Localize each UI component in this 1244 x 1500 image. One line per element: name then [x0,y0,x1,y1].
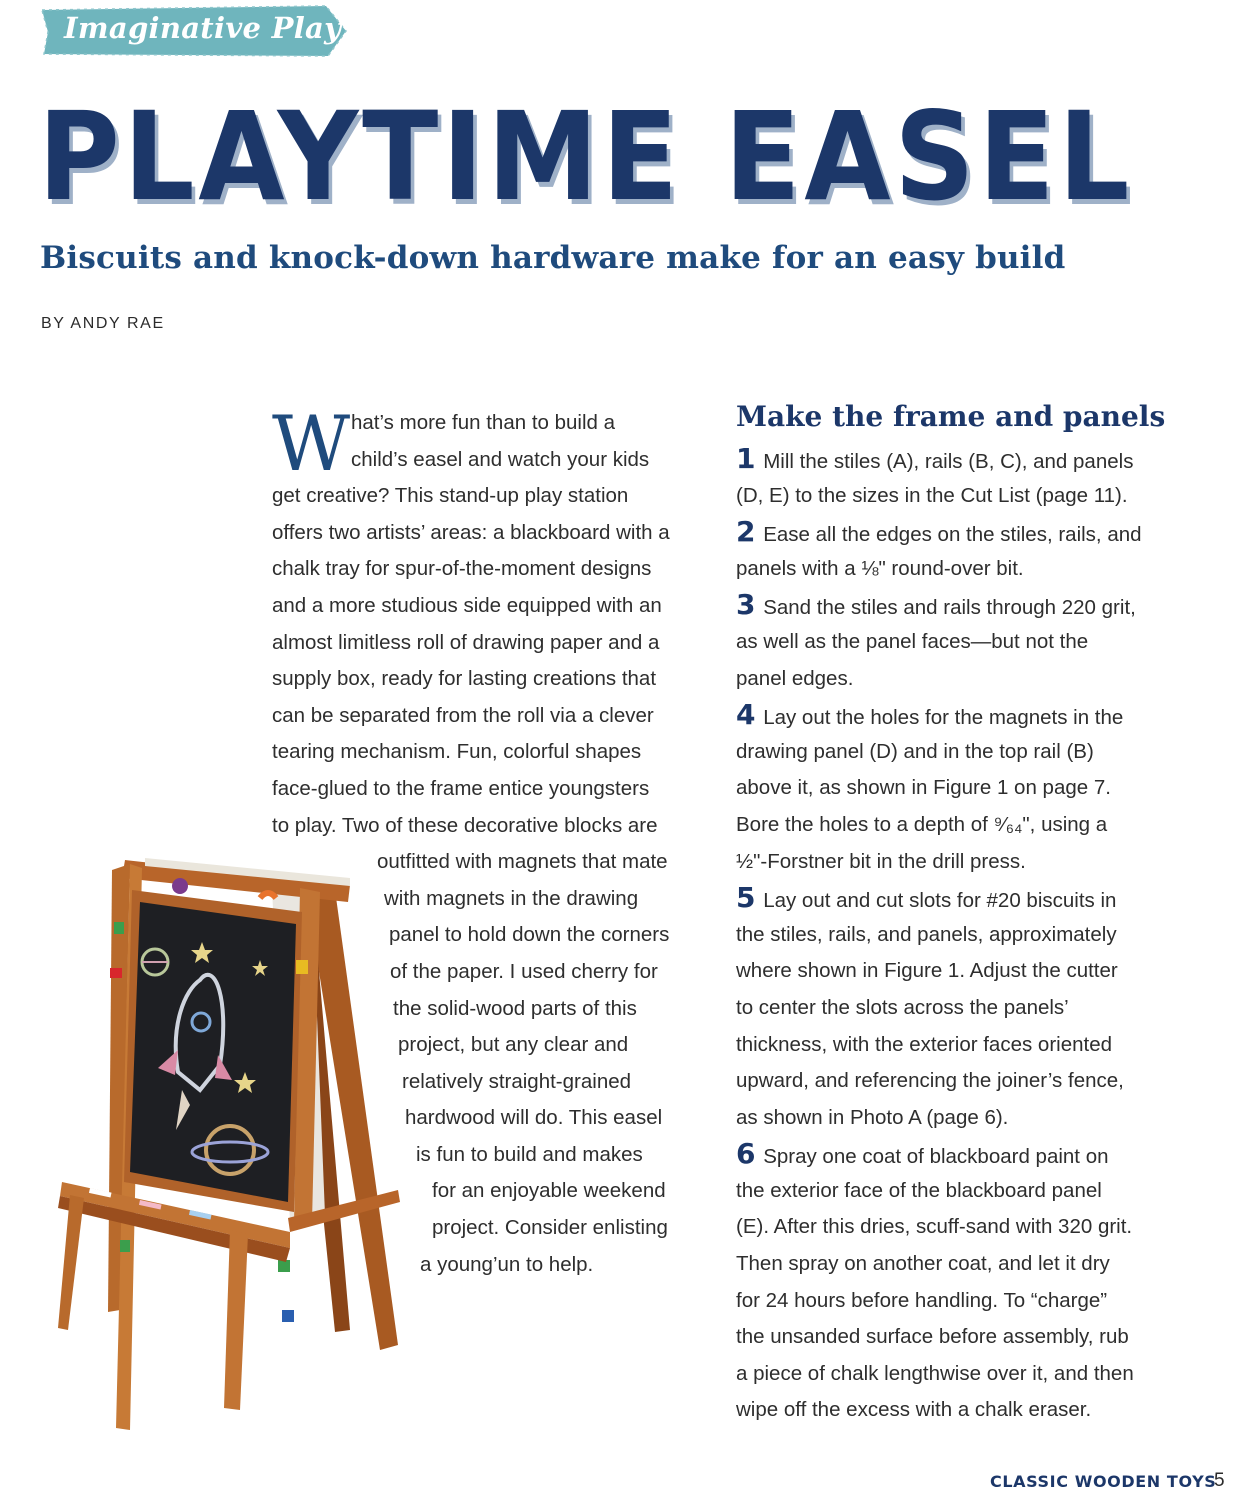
intro-line: tearing mechanism. Fun, colorful shapes [272,740,642,764]
intro-line: get creative? This stand-up play station [272,484,629,508]
banner-label: Imaginative Play [64,11,342,45]
step-line: ½"-Forstner bit in the drill press. [736,849,1026,873]
steps-list [736,441,1196,1429]
step-line: where shown in Figure 1. Adjust the cutter [736,959,1118,983]
step-line: the stiles, rails, and panels, approximately [736,922,1117,946]
step-line: above it, as shown in Figure 1 on page 7. [736,776,1111,800]
intro-line: face-glued to the frame entice youngsters [272,776,650,800]
step-2 [736,514,1196,551]
step-line: wipe off the excess with a chalk eraser. [736,1398,1092,1422]
step-text: Lay out the holes for the magnets in the [763,706,1124,730]
section-banner [40,4,348,58]
step-number: 3 [736,588,756,622]
step-1 [736,441,1196,478]
step-3 [736,587,1196,624]
step-line: a piece of chalk lengthwise over it, and then [736,1361,1134,1385]
intro-line: of the paper. I used cherry for [390,959,658,983]
step-text: Lay out and cut slots for #20 biscuits in [763,889,1117,913]
easel-illustration [50,850,410,1440]
intro-line: to play. Two of these decorative blocks are [272,813,658,837]
intro-line: hat’s more fun than to build a [351,411,616,434]
dropcap: W [272,399,351,488]
page-subtitle: Biscuits and knock-down hardware make for an easy build [40,240,1066,276]
step-4 [736,697,1196,734]
intro-line: supply box, ready for lasting creations that [272,667,657,691]
footer-publication: CLASSIC WOODEN TOYS [990,1472,1217,1491]
intro-line: is fun to build and makes [416,1142,643,1166]
intro-line: hardwood will do. This easel [405,1106,663,1130]
intro-line: outfitted with magnets that mate [377,850,668,874]
step-text: Ease all the edges on the stiles, rails, and [763,523,1142,547]
step-line: as well as the panel faces—but not the [736,629,1089,653]
step-line: the unsanded surface before assembly, rub [736,1325,1129,1349]
step-line: drawing panel (D) and in the top rail (B) [736,739,1094,763]
step-number: 4 [736,698,756,732]
step-text: Spray one coat of blackboard paint on [763,1145,1109,1169]
intro-line: the solid-wood parts of this [393,996,637,1020]
step-text: Mill the stiles (A), rails (B, C), and panels [763,450,1134,473]
intro-line: with magnets in the drawing [384,886,639,910]
intro-line: chalk tray for spur-of-the-moment designs [272,557,652,581]
step-number: 2 [736,515,756,549]
step-line: thickness, with the exterior faces oriented [736,1032,1113,1056]
step-line: (E). After this dries, scuff-sand with 320 grit. [736,1215,1133,1239]
step-line: upward, and referencing the joiner’s fence, [736,1069,1124,1093]
step-line: (D, E) to the sizes in the Cut List (page 11). [736,483,1128,507]
step-line: the exterior face of the blackboard panel [736,1178,1102,1202]
intro-line: relatively straight-grained [402,1069,632,1093]
intro-line: project. Consider enlisting [432,1216,668,1240]
step-line: Bore the holes to a depth of ⁹⁄₆₄", using a [736,812,1108,836]
step-line: to center the slots across the panels’ [736,995,1069,1019]
byline: BY ANDY RAE [41,315,165,332]
step-line: for 24 hours before handling. To “charge” [736,1288,1108,1312]
step-number: 6 [736,1137,756,1171]
step-number: 1 [736,442,756,475]
intro-line: almost limitless roll of drawing paper and a [272,630,660,654]
step-number: 5 [736,881,756,915]
step-line: panels with a ⅛" round-over bit. [736,556,1024,580]
step-6 [736,1136,1196,1173]
page-title: PLAYTIME EASEL [38,86,1134,228]
intro-line: for an enjoyable weekend [432,1179,666,1203]
intro-line: can be separated from the roll via a clever [272,703,654,727]
step-line: panel edges. [736,666,854,690]
page-number: 5 [1214,1470,1225,1491]
section-heading: Make the frame and panels [736,400,1166,433]
step-5 [736,880,1196,917]
step-text: Sand the stiles and rails through 220 grit, [763,596,1136,620]
intro-line: project, but any clear and [398,1033,629,1057]
intro-line: and a more studious side equipped with an [272,593,662,617]
easel-photo [50,850,410,1440]
step-line: Then spray on another coat, and let it dry [736,1252,1110,1276]
intro-line: offers two artists’ areas: a blackboard with a [272,520,670,544]
intro-line: child’s easel and watch your kids [351,447,650,471]
intro-line: panel to hold down the corners [389,923,670,947]
intro-line: a young’un to help. [420,1252,594,1276]
step-line: as shown in Photo A (page 6). [736,1105,1009,1129]
